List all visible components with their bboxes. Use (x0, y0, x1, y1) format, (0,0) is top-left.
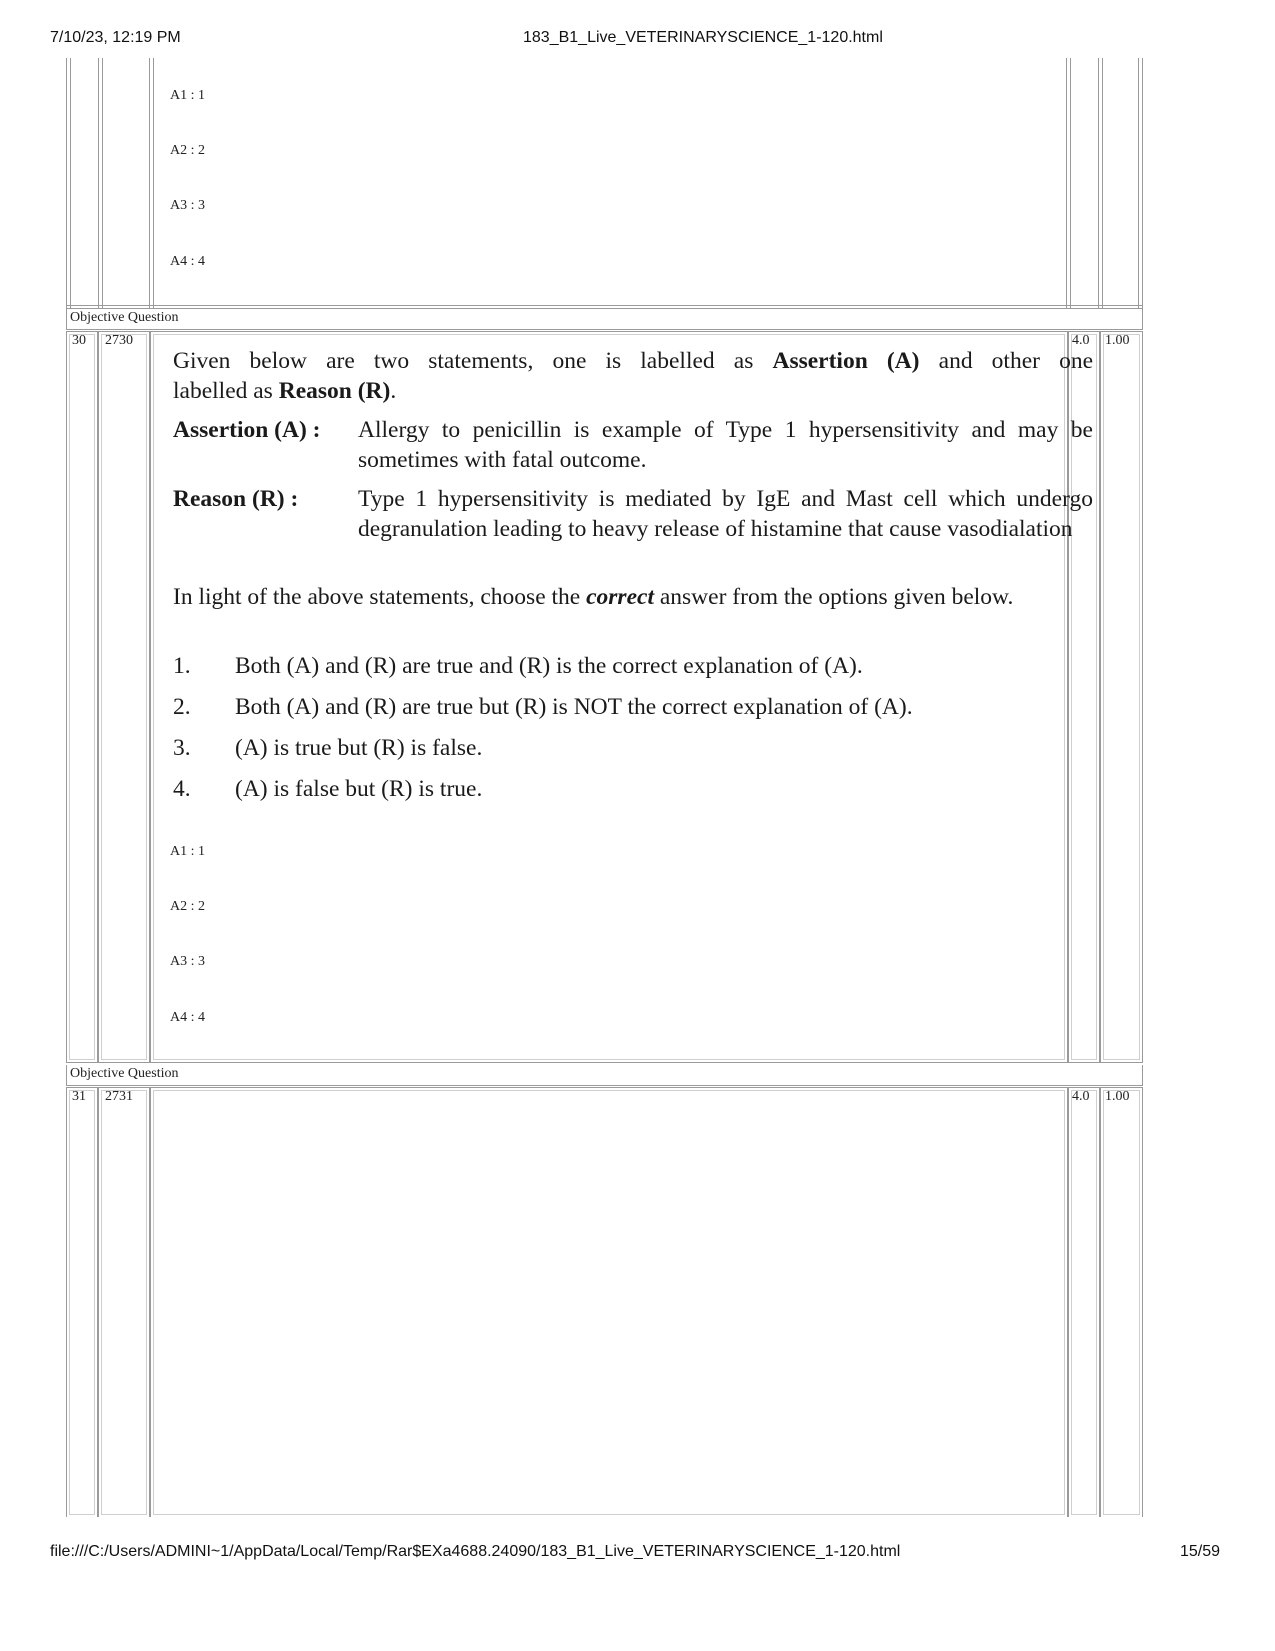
question-sno: 31 (72, 1089, 86, 1104)
question-marks: 4.0 (1072, 1089, 1090, 1104)
answer-4: A4 : 4 (170, 1010, 205, 1025)
print-datetime: 7/10/23, 12:19 PM (50, 29, 181, 46)
question-type-label: Objective Question (70, 1066, 179, 1081)
question-negative-marks: 1.00 (1105, 333, 1130, 348)
question-type-label: Objective Question (70, 310, 179, 325)
assertion-text: Allergy to penicillin is example of Type 1 hypersensitivity and may be sometimes with fatal outcome. (358, 417, 1093, 473)
question-instruction: In light of the above statements, choose the correct answer from the options given below. (173, 584, 1014, 610)
print-file-path: file:///C:/Users/ADMINI~1/AppData/Local/Temp/Rar$EXa4688.24090/183_B1_Live_VETERINARYSCIENCE_1-120.html (50, 1543, 901, 1560)
question-negative-marks: 1.00 (1105, 1089, 1130, 1104)
reason-text: Type 1 hypersensitivity is mediated by IgE and Mast cell which undergo degranulation leading to heavy release of histamine that cause vasodialation (358, 486, 1093, 542)
prev-answer-4: A4 : 4 (170, 254, 205, 269)
assertion-label: Assertion (A) : (173, 417, 321, 443)
question-intro: Given below are two statements, one is labelled as Assertion (A) and other one labelled as Reason (R). (173, 348, 1094, 404)
prev-answer-2: A2 : 2 (170, 143, 205, 158)
answer-3: A3 : 3 (170, 954, 205, 969)
prev-answer-1: A1 : 1 (170, 88, 205, 103)
question-sno: 30 (72, 333, 86, 348)
prev-answer-3: A3 : 3 (170, 198, 205, 213)
question-id: 2730 (105, 333, 133, 348)
answer-1: A1 : 1 (170, 844, 205, 859)
question-marks: 4.0 (1072, 333, 1090, 348)
question-id: 2731 (105, 1089, 133, 1104)
reason-label: Reason (R) : (173, 486, 299, 512)
answer-2: A2 : 2 (170, 899, 205, 914)
print-page-number: 15/59 (1180, 1543, 1221, 1560)
print-title: 183_B1_Live_VETERINARYSCIENCE_1-120.html (523, 29, 883, 46)
